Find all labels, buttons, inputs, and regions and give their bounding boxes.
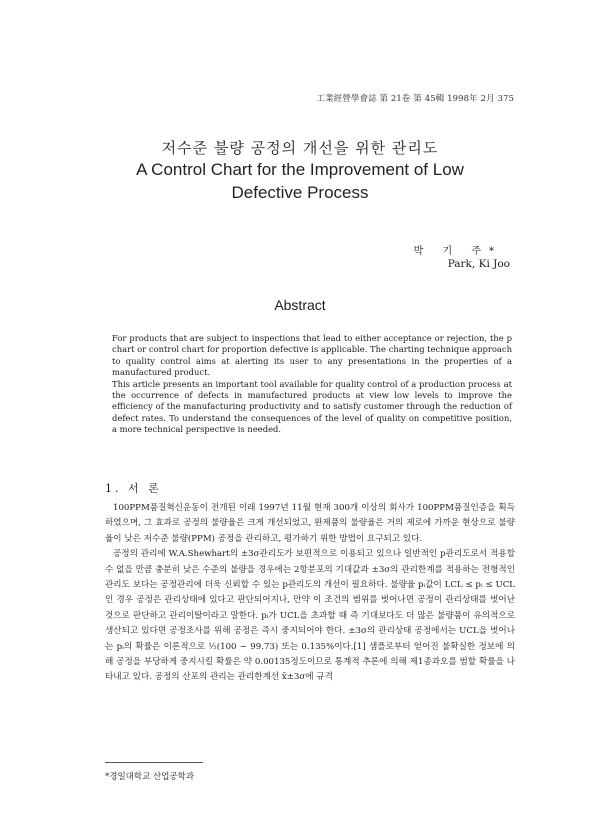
footnote: *경일대학교 산업공학과	[105, 772, 195, 782]
author-name-english: Park, Ki Joo	[447, 258, 510, 270]
body-paragraph: 공정의 관리에 W.A.Shewhart의 ±3σ관리도가 보편적으로 이용되고 있으나 일반적인 p관리도로서 적용할 수 없을 만큼 충분히 낮은 수준의 불량을 경우에는 2항분포의 기대값과 ±3σ의 관리한계를 적용하는 전형적인 관리도 보다는 공정관리에 더욱 신뢰할 수 있는 p관리도의 개선이 필요하다. 불량율 pᵢ값이 LCL ≤ pᵢ ≤ UCL인 경우 공정은 관리상태에 있다고 판단되어지나, 만약 이 조건의 범위를 벗어나면 공정이 관리상태를 벗어난 것으로 판단하고 관리이탈이라고 말한다. pᵢ가 UCL을 초과할 때 즉 기대보다도 더 많은 불량품이 유의적으로 생산되고 있다면 공정조사를 위해 공정은 즉시 중지되어야 한다. ±3σ의 관리상태 공정에서는 UCL을 벗어나는 pᵢ의 확률은 이론적으로 ½(100 − 99.73) 또는 0.135%이다.[1] 샘플로부터 얻어진 불확실한 정보에 의해 공정을 부당하게 중지시킬 확률은 약 0.00135정도이므로 통계적 추론에 의해 제1종과오를 범할 확률을 나타내고 있다. 공정의 산포의 관리는 관리한계선 x̄±3σ에 규격	[105, 549, 515, 683]
abstract-body	[112, 333, 512, 436]
body-text	[105, 501, 515, 686]
title-korean: 저수준 불량 공정의 개선을 위한 관리도	[161, 139, 439, 157]
abstract-paragraph: This article presents an important tool available for quality control of a production process at the occurrence of defects in manufactured products at view low levels to improve the efficiency of the manufacturing productivity and to satisfy customer through the reduction of defect rates. To understand the consequences of the level of quality on competitive position, a more technical perspective is needed.	[112, 378, 512, 435]
author-name-korean: 박 기 주*	[413, 246, 502, 257]
abstract-heading: Abstract	[274, 297, 326, 313]
journal-header: 工業經營學會誌 第 21卷 第 45輯 1998年 2月 375	[316, 94, 514, 104]
body-paragraph: 100PPM품질혁신운동이 전개된 이래 1997년 11월 현재 300개 이상의 회사가 100PPM품질인증을 획득하였으며, 그 효과로 공정의 불량율은 크게 개선되었고, 완제품의 불량율은 거의 제로에 가까운 현상으로 불량율이 낮은 저수준 불량(PPM) 공정을 관리하고, 평가하기 위한 방법이 요구되고 있다.	[105, 503, 515, 544]
footnote-divider	[105, 762, 203, 763]
abstract-paragraph: For products that are subject to inspections that lead to either acceptance or rejection, the p chart or control chart for proportion defective is applicable. The charting technique approach to quality control aims at alerting its user to any presentations in the properties of a manufactured product.	[112, 333, 512, 378]
title-english: A Control Chart for the Improvement of Low Defective Process	[136, 160, 464, 202]
section-heading: 1. 서 론	[105, 482, 162, 495]
